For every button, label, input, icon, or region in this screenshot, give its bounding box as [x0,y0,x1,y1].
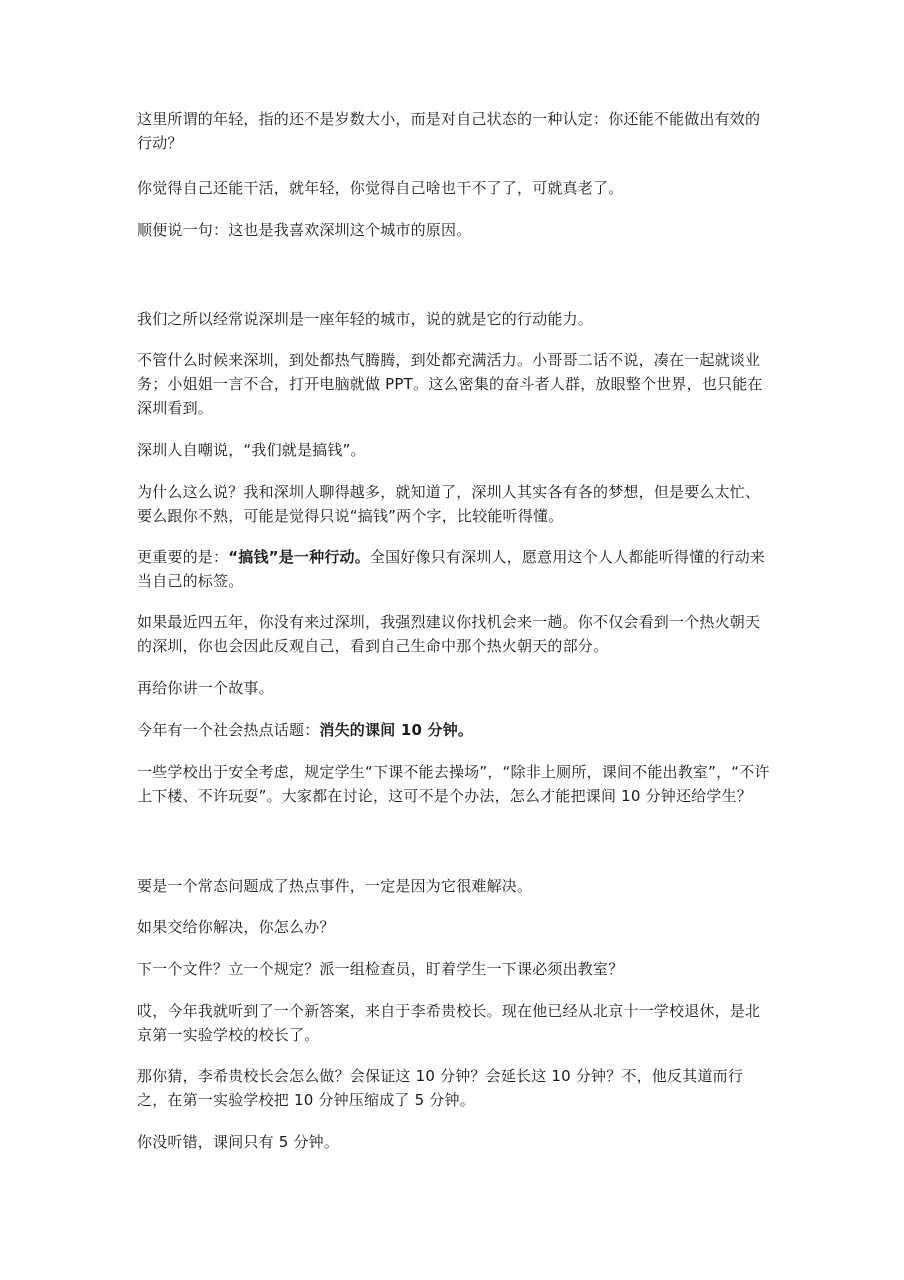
paragraph: 你没听错，课间只有 5 分钟。 [137,1133,340,1151]
paragraph: 顺便说一句：这也是我喜欢深圳这个城市的原因。 [137,221,472,239]
paragraph: 深圳人自嘲说，“我们就是搞钱”。 [137,441,366,459]
paragraph-prefix: 更重要的是： [137,548,229,566]
paragraph [137,718,773,742]
paragraph: 哎，今年我就听到了一个新答案，来自于李希贵校长。现在他已经从北京十一学校退休，是北京第一实验学校的校长了。 [137,1002,761,1044]
paragraph: 不管什么时候来深圳，到处都热气腾腾，到处都充满活力。小哥哥二话不说，凑在一起就谈业务；小姐姐一言不合，打开电脑就做 PPT。这么密集的奋斗者人群，放眼整个世界，也只能在深圳看到。 [137,351,763,417]
paragraph-bold: “搞钱”是一种行动。 [228,548,370,566]
paragraph: 为什么这么说？我和深圳人聊得越多，就知道了，深圳人其实各有各的梦想，但是要么太忙、要么跟你不熟，可能是觉得只说“搞钱”两个字，比较能听得懂。 [137,483,761,525]
paragraph-suffix: 全国好像只有深圳人，愿意用这个人人都能听得懂的行动来当自己的标签。 [137,548,766,590]
paragraph: 你觉得自己还能干活，就年轻，你觉得自己啥也干不了了，可就真老了。 [137,179,624,197]
paragraph-bold: 消失的课间 10 分钟。 [319,721,474,739]
paragraph: 那你猜，李希贵校长会怎么做？会保证这 10 分钟？会延长这 10 分钟？不，他反其道而行之，在第一实验学校把 10 分钟压缩成了 5 分钟。 [137,1067,744,1109]
paragraph [137,545,773,593]
paragraph: 如果最近四五年，你没有来过深圳，我强烈建议你找机会来一趟。你不仅会看到一个热火朝天的深圳，你也会因此反观自己，看到自己生命中那个热火朝天的部分。 [137,613,761,655]
paragraph: 再给你讲一个故事。 [137,679,274,697]
paragraph: 我们之所以经常说深圳是一座年轻的城市，说的就是它的行动能力。 [137,310,594,328]
paragraph-prefix: 今年有一个社会热点话题： [137,721,320,739]
paragraph: 下一个文件？立一个规定？派一组检查员，盯着学生一下课必须出教室？ [137,960,624,978]
paragraph: 这里所谓的年轻，指的还不是岁数大小，而是对自己状态的一种认定：你还能不能做出有效的行动？ [137,110,761,152]
paragraph: 如果交给你解决，你怎么办？ [137,918,335,936]
paragraph: 要是一个常态问题成了热点事件，一定是因为它很难解决。 [137,877,533,895]
paragraph: 一些学校出于安全考虑，规定学生“下课不能去操场”，“除非上厕所，课间不能出教室”，“不许上下楼、不许玩耍”。大家都在讨论，这可不是个办法，怎么才能把课间 10 分钟还给学生？ [137,763,770,805]
